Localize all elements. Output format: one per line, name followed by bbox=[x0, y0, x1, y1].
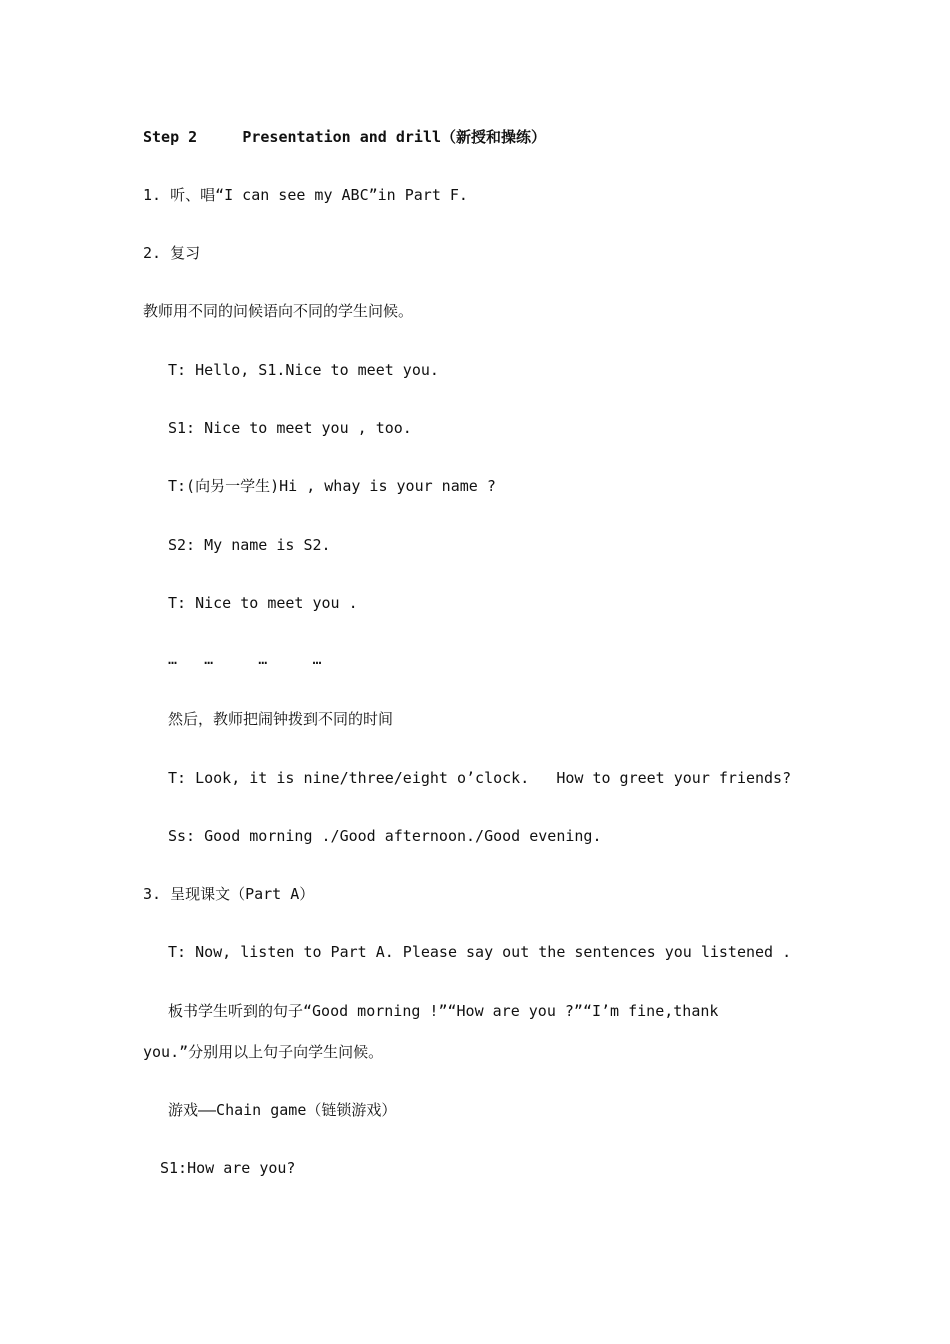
dialogue-line: T: Now, listen to Part A. Please say out the sentences you listened . bbox=[168, 943, 792, 961]
list-item-2: 2. 复习 bbox=[143, 244, 201, 262]
then-text: 然后，教师把闹钟拨到不同的时间 bbox=[168, 710, 394, 728]
list-item-1: 1. 听、唱“I can see my ABC”in Part F. bbox=[143, 186, 468, 204]
board-text-line-1: 板书学生听到的句子“Good morning !”“How are you ?”“I’m fine,thank bbox=[168, 1002, 719, 1020]
list-item-3: 3. 呈现课文（Part A） bbox=[143, 885, 315, 903]
game-text: 游戏——Chain game（链锁游戏） bbox=[168, 1101, 397, 1119]
board-text-line-2: you.”分别用以上句子向学生问候。 bbox=[143, 1043, 384, 1061]
dialogue-line: S1: Nice to meet you , too. bbox=[168, 419, 412, 437]
intro-text: 教师用不同的问候语向不同的学生问候。 bbox=[143, 302, 414, 320]
ellipsis-line: … … … … bbox=[168, 650, 322, 668]
dialogue-line: T: Nice to meet you . bbox=[168, 594, 358, 612]
dialogue-line: T: Look, it is nine/three/eight o’clock. How to greet your friends? bbox=[168, 769, 792, 787]
dialogue-line: T: Hello, S1.Nice to meet you. bbox=[168, 361, 439, 379]
step-heading: Step 2 Presentation and drill（新授和操练） bbox=[143, 128, 547, 146]
dialogue-line: S1:How are you? bbox=[160, 1159, 296, 1177]
dialogue-line: Ss: Good morning ./Good afternoon./Good evening. bbox=[168, 827, 602, 845]
dialogue-line: T:(向另一学生)Hi , whay is your name ? bbox=[168, 477, 496, 495]
dialogue-line: S2: My name is S2. bbox=[168, 536, 331, 554]
